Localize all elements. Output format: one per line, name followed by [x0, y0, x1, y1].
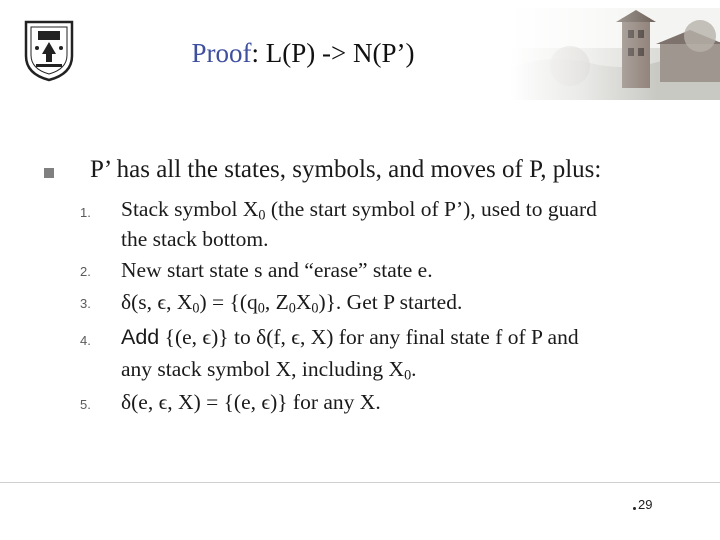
text-fragment: any stack symbol X, including X: [121, 357, 405, 381]
text-fragment: {(e, ϵ)} to δ(f, ϵ, X) for any final state f of P and: [159, 325, 579, 349]
text-fragment: ) = {(q: [199, 290, 258, 314]
text-fragment: Stack symbol X: [121, 197, 259, 221]
list-item-text: New start state s and “erase” state e.: [121, 258, 433, 282]
slide-title: [0, 38, 606, 69]
page-number: 29: [638, 497, 653, 512]
title-accent: Proof: [191, 38, 252, 68]
list-number: 1.: [80, 205, 91, 220]
list-item-text: [121, 290, 462, 318]
text-fragment: Add: [121, 325, 160, 349]
list-number: 4.: [80, 333, 91, 348]
list-item-text-cont: the stack bottom.: [121, 227, 269, 251]
square-bullet-icon: [44, 168, 54, 178]
subscript: 0: [288, 300, 296, 317]
subscript: 0: [257, 300, 265, 317]
text-fragment: .: [411, 357, 417, 381]
text-fragment: , Z: [264, 290, 289, 314]
footer-divider: [0, 482, 720, 483]
page-dot-icon: [633, 507, 636, 510]
list-item-text: [121, 197, 597, 225]
subscript: 0: [311, 300, 319, 317]
lead-text: P’ has all the states, symbols, and moves of P, plus:: [90, 156, 602, 183]
list-number: 3.: [80, 296, 91, 311]
text-fragment: (the start symbol of P’), used to guard: [265, 197, 597, 221]
subscript: 0: [258, 207, 266, 224]
list-item-text: [121, 325, 579, 350]
text-fragment: δ(s, ϵ, X: [121, 290, 193, 314]
list-number: 2.: [80, 264, 91, 279]
title-rest: : L(P) -> N(P’): [251, 38, 415, 68]
text-fragment: X: [295, 290, 312, 314]
list-item-text-cont: [121, 357, 417, 385]
subscript: 0: [404, 367, 412, 384]
list-number: 5.: [80, 397, 91, 412]
text-fragment: )}. Get P started.: [318, 290, 463, 314]
list-item-text: δ(e, ϵ, X) = {(e, ϵ)} for any X.: [121, 390, 381, 414]
subscript: 0: [192, 300, 200, 317]
